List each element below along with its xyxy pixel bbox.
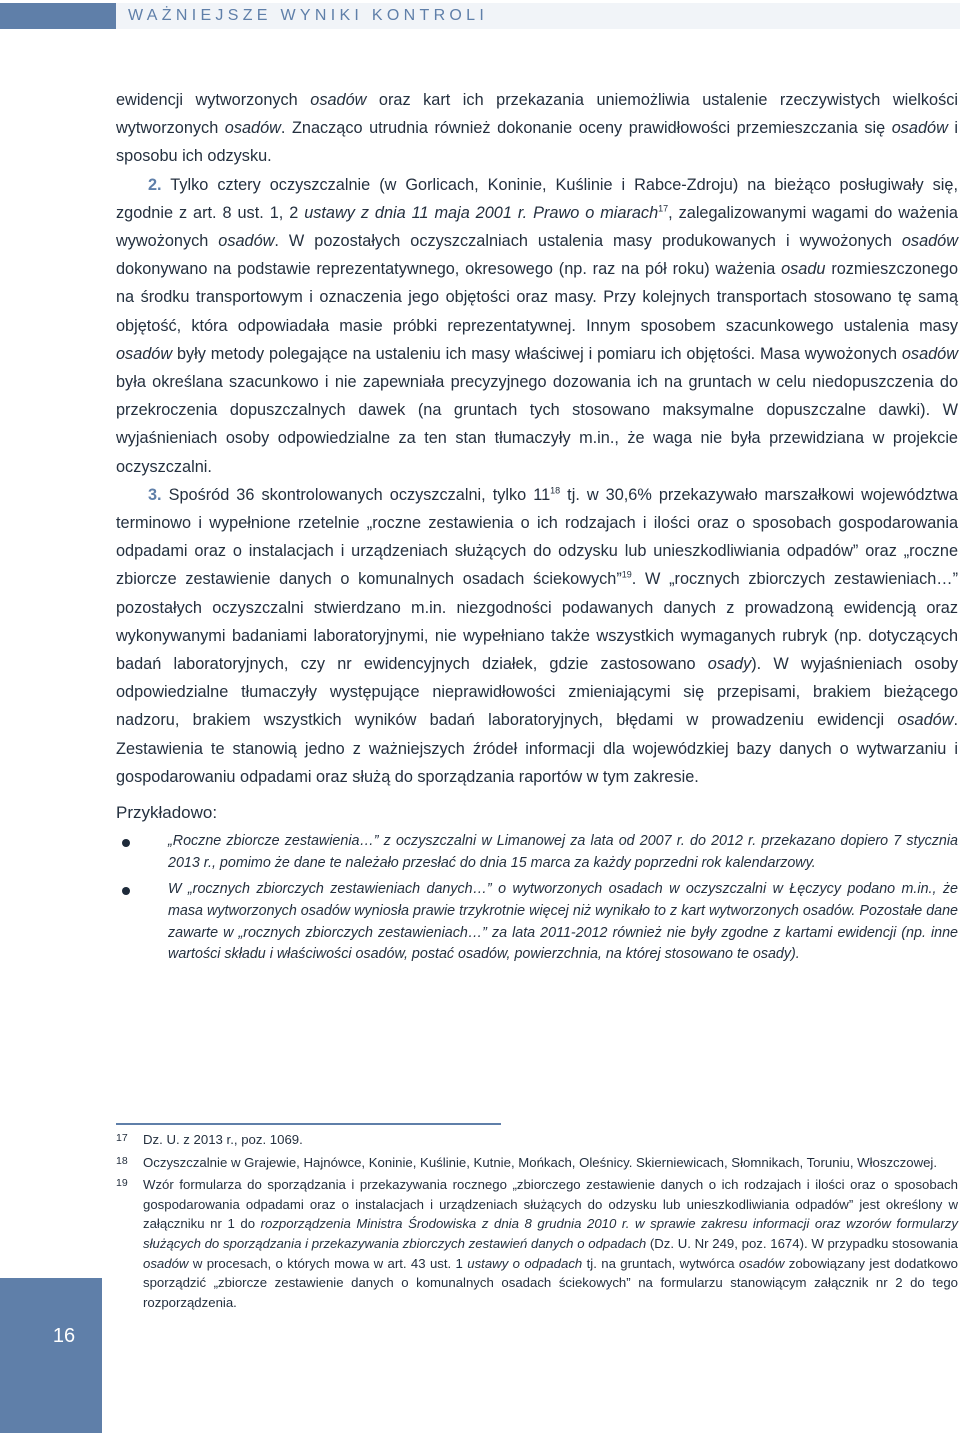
bullet-icon [122, 839, 130, 847]
header-accent-block [0, 3, 116, 29]
paragraph-2: 2. Tylko cztery oczyszczalnie (w Gorlicach, Koninie, Kuślinie i Rabce-Zdroju) na bieżąco posługiwały się, zgodnie z art. 8 ust. 1, 2 ustawy z dnia 11 maja 2001 r. Prawo o miarach$^{17}$, zalegalizowanymi wagami do ważenia wywożonych osadów. W pozostałych oczyszczalniach ustalenia masy produkowanych i wywożonych osadów dokonywano na podstawie reprezentatywnego, okresowego (np. raz na pół roku) ważenia osadu rozmieszczonego na środku transportowym i oznaczenia jego objętości oraz masy. Przy kolejnych transportach stosowano tę samą objętość, która odpowiadała masie próbki reprezentatywnej. Innym sposobem szacunkowego ustalenia masy osadów były metody polegające na ustaleniu ich masy właściwej i pomiaru ich objętości. Masa wywożonych osadów była określana szacunkowo i nie zapewniała precyzyjnego dozowania ich na gruntach w celu niedopuszczenia do przekroczenia dopuszczalnych dawek (na gruntach tych stosowano maksymalne dopuszczalne dawki). W wyjaśnieniach osoby odpowiedzialne za ten stan tłumaczyły m.in., że waga nie była przewidziana w projekcie oczyszczalni. [116, 175, 959, 476]
list-item: W „rocznych zbiorczych zestawieniach danych…” o wytworzonych osadach w oczyszczalni w Łęczycy podano m.in., że masa wytworzonych osadów wyniosła prawie trzykrotnie więcej niż wynikało to z kart wytworzonych osadów. Pozostałe dane zawarte w „rocznych zbiorczych zestawieniach…” za lata 2011-2012 również nie były zgodne z kartami ewidencji (np. inne wartości składu i właściwości osadów, postać osadów, powierzchnia, na której stosowano te osady). [168, 879, 958, 965]
footnote-ref-17[interactable]: 17 [658, 203, 669, 214]
footnote-19: 19 Wzór formularza do sporządzania i przekazywania rocznego „zbiorczego zestawienie danych o ich rodzajach i ilości oraz o sposobach gospodarowania odpadami oraz o instalacjach i urządzeniach służących do odzysku lub unieszkodliwiania odpadów” jest określony w załączniku nr 1 do rozporządzenia Ministra Środowiska z dnia 8 grudnia 2010 r. w sprawie zakresu informacji oraz wzorów formularzy służących do sporządzania i przekazywania zbiorczych zestawień danych o odpadach (Dz. U. Nr 249, poz. 1674). W przypadku stosowania osadów w procesach, o których mowa w art. 43 ust. 1 ustawy o odpadach tj. na gruntach, wytwórca osadów zobowiązany jest dodatkowo sporządzić „zbiorcze zestawienie danych o komunalnych osadach ściekowych” na formularzu stanowiącym załącznik nr 2 do tego rozporządzenia. [116, 1177, 959, 1310]
main-text [116, 86, 958, 971]
page-number: 16 [52, 1325, 76, 1347]
paragraph-1: ewidencji wytworzonych osadów oraz kart ich przekazania uniemożliwia ustalenie rzeczywistych wielkości wytworzonych osadów. Znacząco utrudnia również dokonanie oceny prawidłowości przemieszczania się osadów i sposobu ich odzysku. [116, 91, 958, 166]
footnote-number: 17 [116, 1132, 128, 1144]
page-header [0, 0, 960, 38]
point-number-2: 2. [148, 175, 162, 194]
section-title: WAŻNIEJSZE WYNIKI KONTROLI [128, 7, 489, 24]
examples-lead: Przykładowo: [116, 803, 218, 823]
list-item: „Roczne zbiorcze zestawienia…” z oczyszczalni w Limanowej za lata od 2007 r. do 2012 r. przekazano dopiero 7 stycznia 2013 r., pomimo że dane te należało przesłać do dnia 15 marca za każdy poprzedni rok kalendarzowy. [168, 831, 958, 874]
bullet-icon [122, 887, 130, 895]
point-number-3: 3. [148, 485, 162, 504]
footnote-divider [116, 1123, 501, 1125]
footnotes [116, 1130, 958, 1315]
paragraph-3: 3. Spośród 36 skontrolowanych oczyszczalni, tylko $11^{18}$ tj. w 30,6% przekazywało marszałkowi województwa terminowo i wypełnione rzetelnie „roczne zestawienia o ich rodzajach i ilości oraz o sposobach gospodarowania odpadami oraz o instalacjach i urządzeniach służących do odzysku lub unieszkodliwiania odpadów” oraz „roczne zbiorcze zestawienie danych o komunalnych osadach ściekowych”$^{19}$. W „rocznych zbiorczych zestawieniach…” pozostałych oczyszczalni stwierdzano m.in. niezgodności podawanych danych z prowadzoną ewidencją oraz wykonywanymi badaniami laboratoryjnymi, nie wypełniano także wszystkich wymaganych rubryk (np. dotyczących badań laboratoryjnych, czy nr ewidencyjnych działek, gdzie zastosowano osady). W wyjaśnieniach osoby odpowiedzialne tłumaczyły występujące nieprawidłowości zmieniającymi się przepisami, brakiem bieżącego nadzoru, brakiem wszystkich wyników badań laboratoryjnych, błędami w prowadzeniu ewidencji osadów. Zestawienia te stanowią jedno z ważniejszych źródeł informacji dla wojewódzkiej bazy danych o wytwarzaniu i gospodarowaniu odpadami oraz służą do sporządzania raportów w tym zakresie. [116, 485, 958, 786]
page-number-box [0, 1278, 102, 1433]
footnote-18: 18 Oczyszczalnie w Grajewie, Hajnówce, Koninie, Kuślinie, Kutnie, Mońkach, Oleśnicy. Skierniewicach, Słomnikach, Toruniu, Włoszczowej. [116, 1154, 938, 1170]
footnote-ref-18[interactable]: 18 [550, 485, 561, 496]
footnote-17: 17 Dz. U. z 2013 r., poz. 1069. [116, 1132, 303, 1147]
examples-list [116, 831, 958, 966]
footnote-number: 18 [116, 1154, 128, 1167]
footnote-ref-19[interactable]: 19 [621, 570, 632, 581]
footnote-number: 19 [116, 1177, 128, 1190]
